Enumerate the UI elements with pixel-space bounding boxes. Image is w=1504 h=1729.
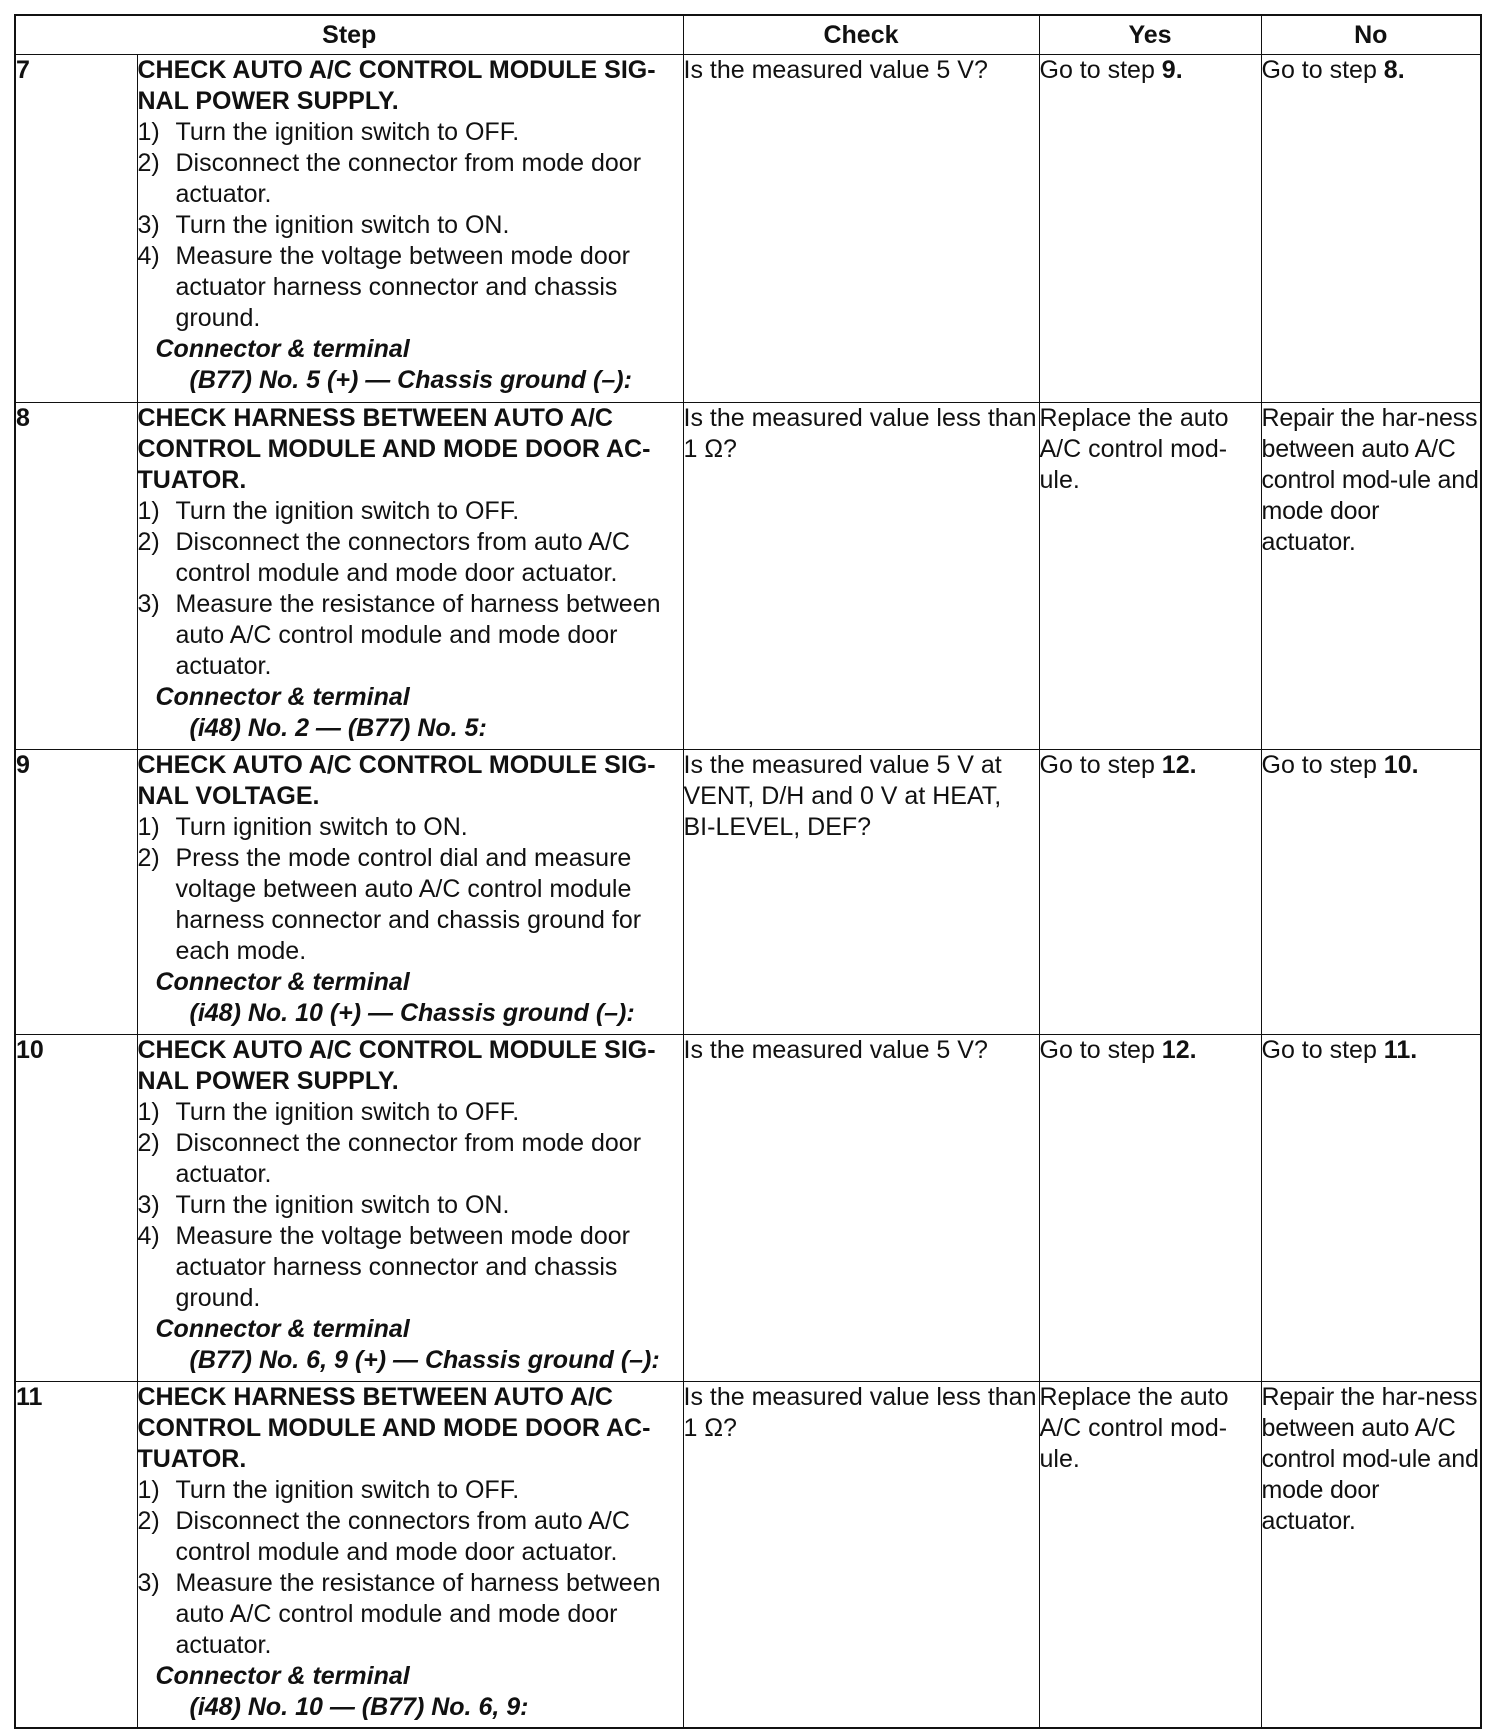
- connector-label: Connector & terminal: [155, 968, 410, 996]
- list-item: 3) Measure the resistance of harness between auto A/C control module and mode door actuator.: [137, 590, 661, 680]
- connector-label: Connector & terminal: [155, 335, 410, 363]
- header-no: No: [1261, 15, 1481, 55]
- yes-cell: Replace the auto A/C control mod-ule.: [1039, 1382, 1261, 1728]
- connector-terminal: (i48) No. 2 — (B77) No. 5:: [189, 714, 487, 742]
- header-check: Check: [683, 15, 1039, 55]
- step-number: 10: [15, 1035, 137, 1382]
- connector-label: Connector & terminal: [155, 1662, 410, 1690]
- yes-cell: Go to step 12.: [1039, 750, 1261, 1035]
- yes-cell: Replace the auto A/C control mod-ule.: [1039, 403, 1261, 750]
- operation-list: [138, 1097, 683, 1314]
- step-number: 11: [15, 1382, 137, 1728]
- step-content: [137, 750, 683, 1035]
- header-step: Step: [15, 15, 683, 55]
- connector-terminal: (i48) No. 10 — (B77) No. 6, 9:: [189, 1693, 529, 1721]
- connector-label: Connector & terminal: [155, 683, 410, 711]
- operation-list: [138, 812, 683, 967]
- list-item: 1) Turn the ignition switch to OFF.: [137, 497, 520, 525]
- list-item: 1) Turn the ignition switch to OFF.: [137, 118, 520, 146]
- no-cell: Go to step 8.: [1261, 55, 1481, 403]
- list-item: 4) Measure the voltage between mode door actuator harness connector and chassis ground.: [137, 242, 630, 332]
- step-content: [137, 55, 683, 403]
- connector-terminal: (B77) No. 5 (+) — Chassis ground (–):: [189, 366, 632, 394]
- list-item: 2) Disconnect the connector from mode door actuator.: [137, 1129, 642, 1188]
- list-item: 4) Measure the voltage between mode door actuator harness connector and chassis ground.: [137, 1222, 630, 1312]
- step-content: [137, 1035, 683, 1382]
- table-row: [15, 1035, 1481, 1382]
- list-item: 2) Disconnect the connectors from auto A/C control module and mode door actuator.: [137, 528, 630, 587]
- list-item: 3) Measure the resistance of harness between auto A/C control module and mode door actuator.: [137, 1569, 661, 1659]
- list-item: 1) Turn the ignition switch to OFF.: [137, 1098, 520, 1126]
- operation-list: [138, 117, 683, 334]
- list-item: 2) Disconnect the connector from mode door actuator.: [137, 149, 642, 208]
- connector-terminal: (B77) No. 6, 9 (+) — Chassis ground (–):: [189, 1346, 660, 1374]
- step-number: 7: [15, 55, 137, 403]
- check-cell: Is the measured value 5 V at VENT, D/H and 0 V at HEAT, BI-LEVEL, DEF?: [683, 750, 1039, 1035]
- table-row: [15, 55, 1481, 403]
- check-cell: Is the measured value 5 V?: [683, 1035, 1039, 1382]
- yes-cell: Go to step 9.: [1039, 55, 1261, 403]
- check-cell: Is the measured value less than 1 Ω?: [683, 403, 1039, 750]
- list-item: 1) Turn the ignition switch to OFF.: [137, 1476, 520, 1504]
- operation-list: [138, 1475, 683, 1661]
- operation-list: [138, 496, 683, 682]
- check-cell: Is the measured value less than 1 Ω?: [683, 1382, 1039, 1728]
- no-cell: Go to step 10.: [1261, 750, 1481, 1035]
- list-item: 3) Turn the ignition switch to ON.: [137, 211, 510, 239]
- step-title: CHECK AUTO A/C CONTROL MODULE SIG-NAL POWER SUPPLY.: [137, 1036, 656, 1095]
- step-content: [137, 1382, 683, 1728]
- header-yes: Yes: [1039, 15, 1261, 55]
- step-title: CHECK HARNESS BETWEEN AUTO A/C CONTROL MODULE AND MODE DOOR AC-TUATOR.: [137, 404, 651, 494]
- step-number: 8: [15, 403, 137, 750]
- list-item: 3) Turn the ignition switch to ON.: [137, 1191, 510, 1219]
- no-cell: Go to step 11.: [1261, 1035, 1481, 1382]
- no-cell: Repair the har-ness between auto A/C control mod-ule and mode door actuator.: [1261, 1382, 1481, 1728]
- table-row: [15, 1382, 1481, 1728]
- diagnostic-table: [14, 14, 1482, 1729]
- check-cell: Is the measured value 5 V?: [683, 55, 1039, 403]
- table-header-row: [15, 15, 1481, 55]
- table-row: [15, 750, 1481, 1035]
- yes-cell: Go to step 12.: [1039, 1035, 1261, 1382]
- step-content: [137, 403, 683, 750]
- list-item: 1) Turn ignition switch to ON.: [137, 813, 468, 841]
- step-title: CHECK AUTO A/C CONTROL MODULE SIG-NAL VOLTAGE.: [137, 751, 656, 810]
- step-title: CHECK HARNESS BETWEEN AUTO A/C CONTROL MODULE AND MODE DOOR AC-TUATOR.: [137, 1383, 651, 1473]
- table-row: [15, 403, 1481, 750]
- diagnostic-procedure-page: [14, 14, 1480, 1729]
- list-item: 2) Press the mode control dial and measure voltage between auto A/C control module harness connector and chassis ground for each mode.: [137, 844, 642, 965]
- no-cell: Repair the har-ness between auto A/C control mod-ule and mode door actuator.: [1261, 403, 1481, 750]
- connector-terminal: (i48) No. 10 (+) — Chassis ground (–):: [189, 999, 635, 1027]
- connector-label: Connector & terminal: [155, 1315, 410, 1343]
- step-title: CHECK AUTO A/C CONTROL MODULE SIG-NAL POWER SUPPLY.: [137, 56, 656, 115]
- list-item: 2) Disconnect the connectors from auto A/C control module and mode door actuator.: [137, 1507, 630, 1566]
- step-number: 9: [15, 750, 137, 1035]
